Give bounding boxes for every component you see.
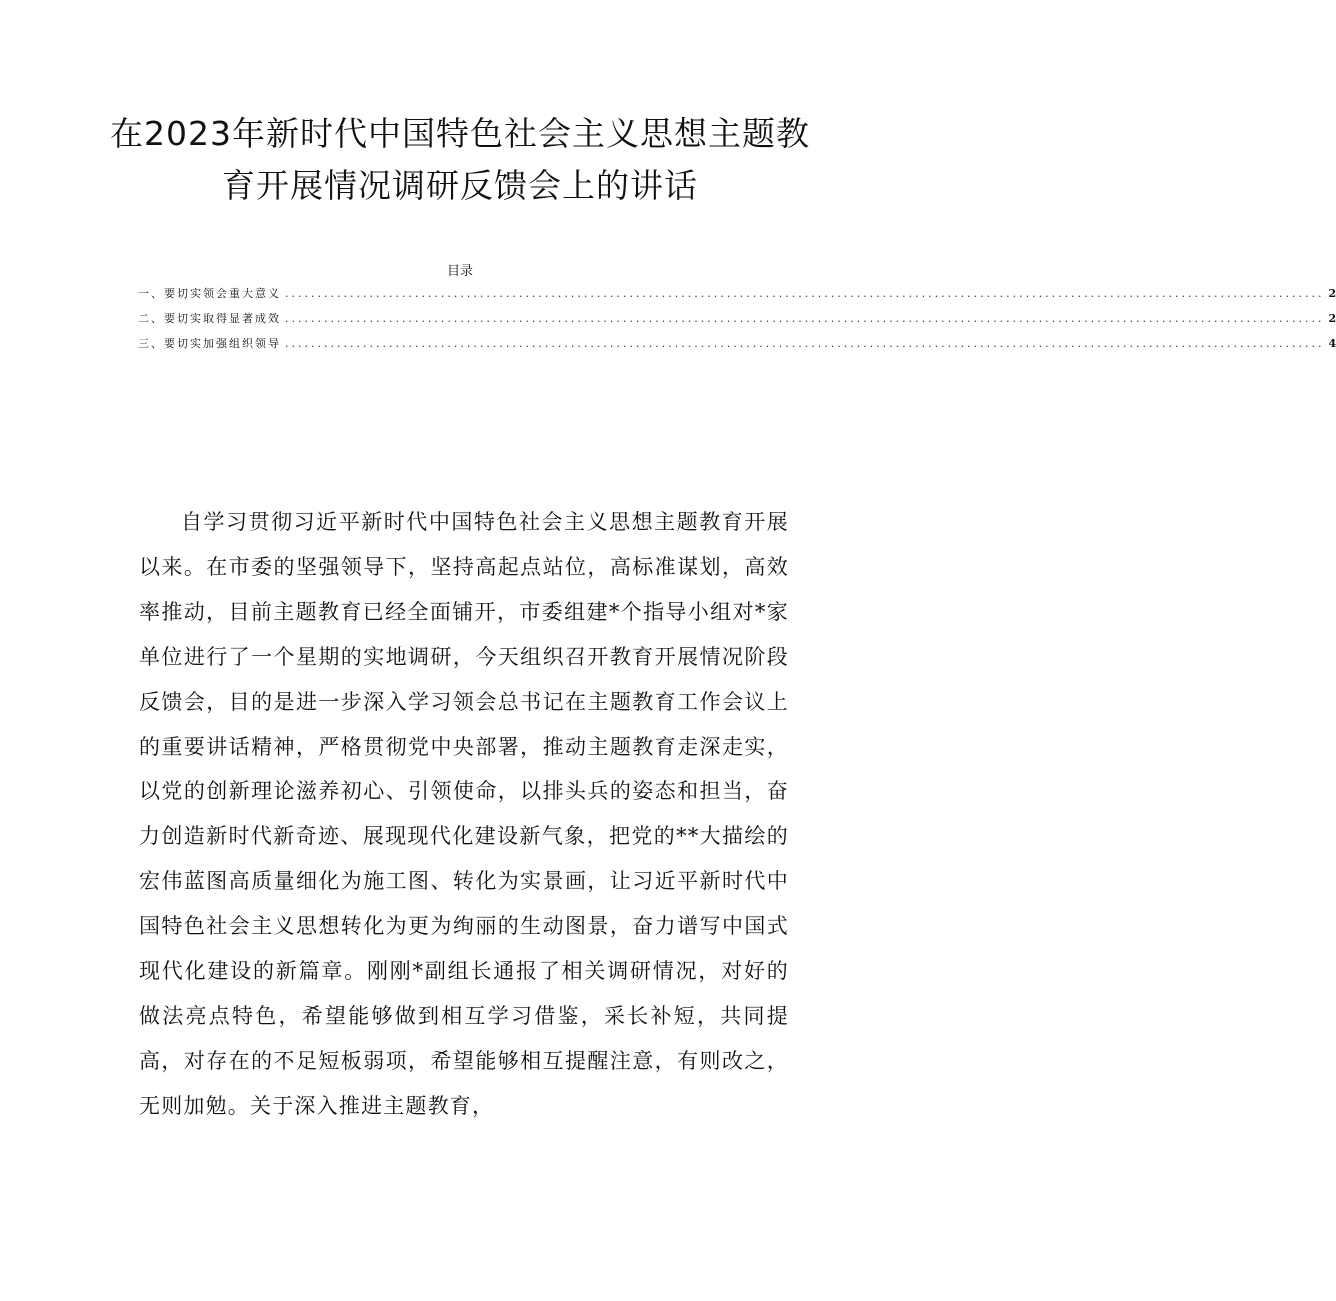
- toc-item-page: 4: [1328, 337, 1336, 350]
- toc-item-label: 二、要切实取得显著成效: [138, 312, 281, 325]
- toc-leader-dots: ................................................................................................................................................................: [285, 287, 1325, 300]
- toc-item-label: 一、要切实领会重大意义: [138, 287, 281, 300]
- toc-leader-dots: ................................................................................................................................................................: [285, 337, 1325, 350]
- toc-leader-dots: ................................................................................................................................................................: [285, 312, 1325, 325]
- toc-item-page: 2: [1328, 287, 1336, 300]
- toc-heading: 目录: [446, 264, 473, 279]
- toc-item-label: 三、要切实加强组织领导: [138, 337, 281, 350]
- toc-item-2[interactable]: [138, 310, 1336, 335]
- toc-item-3[interactable]: [138, 335, 1336, 360]
- toc-item-page: 2: [1328, 312, 1336, 325]
- document-title: 在2023年新时代中国特色社会主义思想主题教育开展情况调研反馈会上的讲话: [110, 114, 810, 205]
- table-of-contents: [138, 285, 1336, 360]
- toc-item-1[interactable]: [138, 285, 1336, 310]
- body-paragraph: 自学习贯彻习近平新时代中国特色社会主义思想主题教育开展以来。在市委的坚强领导下，坚持高起点站位，高标准谋划，高效率推动，目前主题教育已经全面铺开，市委组建*个指导小组对*家单位进行了一个星期的实地调研，今天组织召开教育开展情况阶段反馈会，目的是进一步深入学习领会总书记在主题教育工作会议上的重要讲话精神，严格贯彻党中央部署，推动主题教育走深走实，以党的创新理论滋养初心、引领使命，以排头兵的姿态和担当，奋力创造新时代新奇迹、展现现代化建设新气象，把党的**大描绘的宏伟蓝图高质量细化为施工图、转化为实景画，让习近平新时代中国特色社会主义思想转化为更为绚丽的生动图景，奋力谱写中国式现代化建设的新篇章。刚刚*副组长通报了相关调研情况，对好的做法亮点特色，希望能够做到相互学习借鉴，采长补短，共同提高，对存在的不足短板弱项，希望能够相互提醒注意，有则改之，无则加勉。关于深入推进主题教育，: [139, 510, 789, 1118]
